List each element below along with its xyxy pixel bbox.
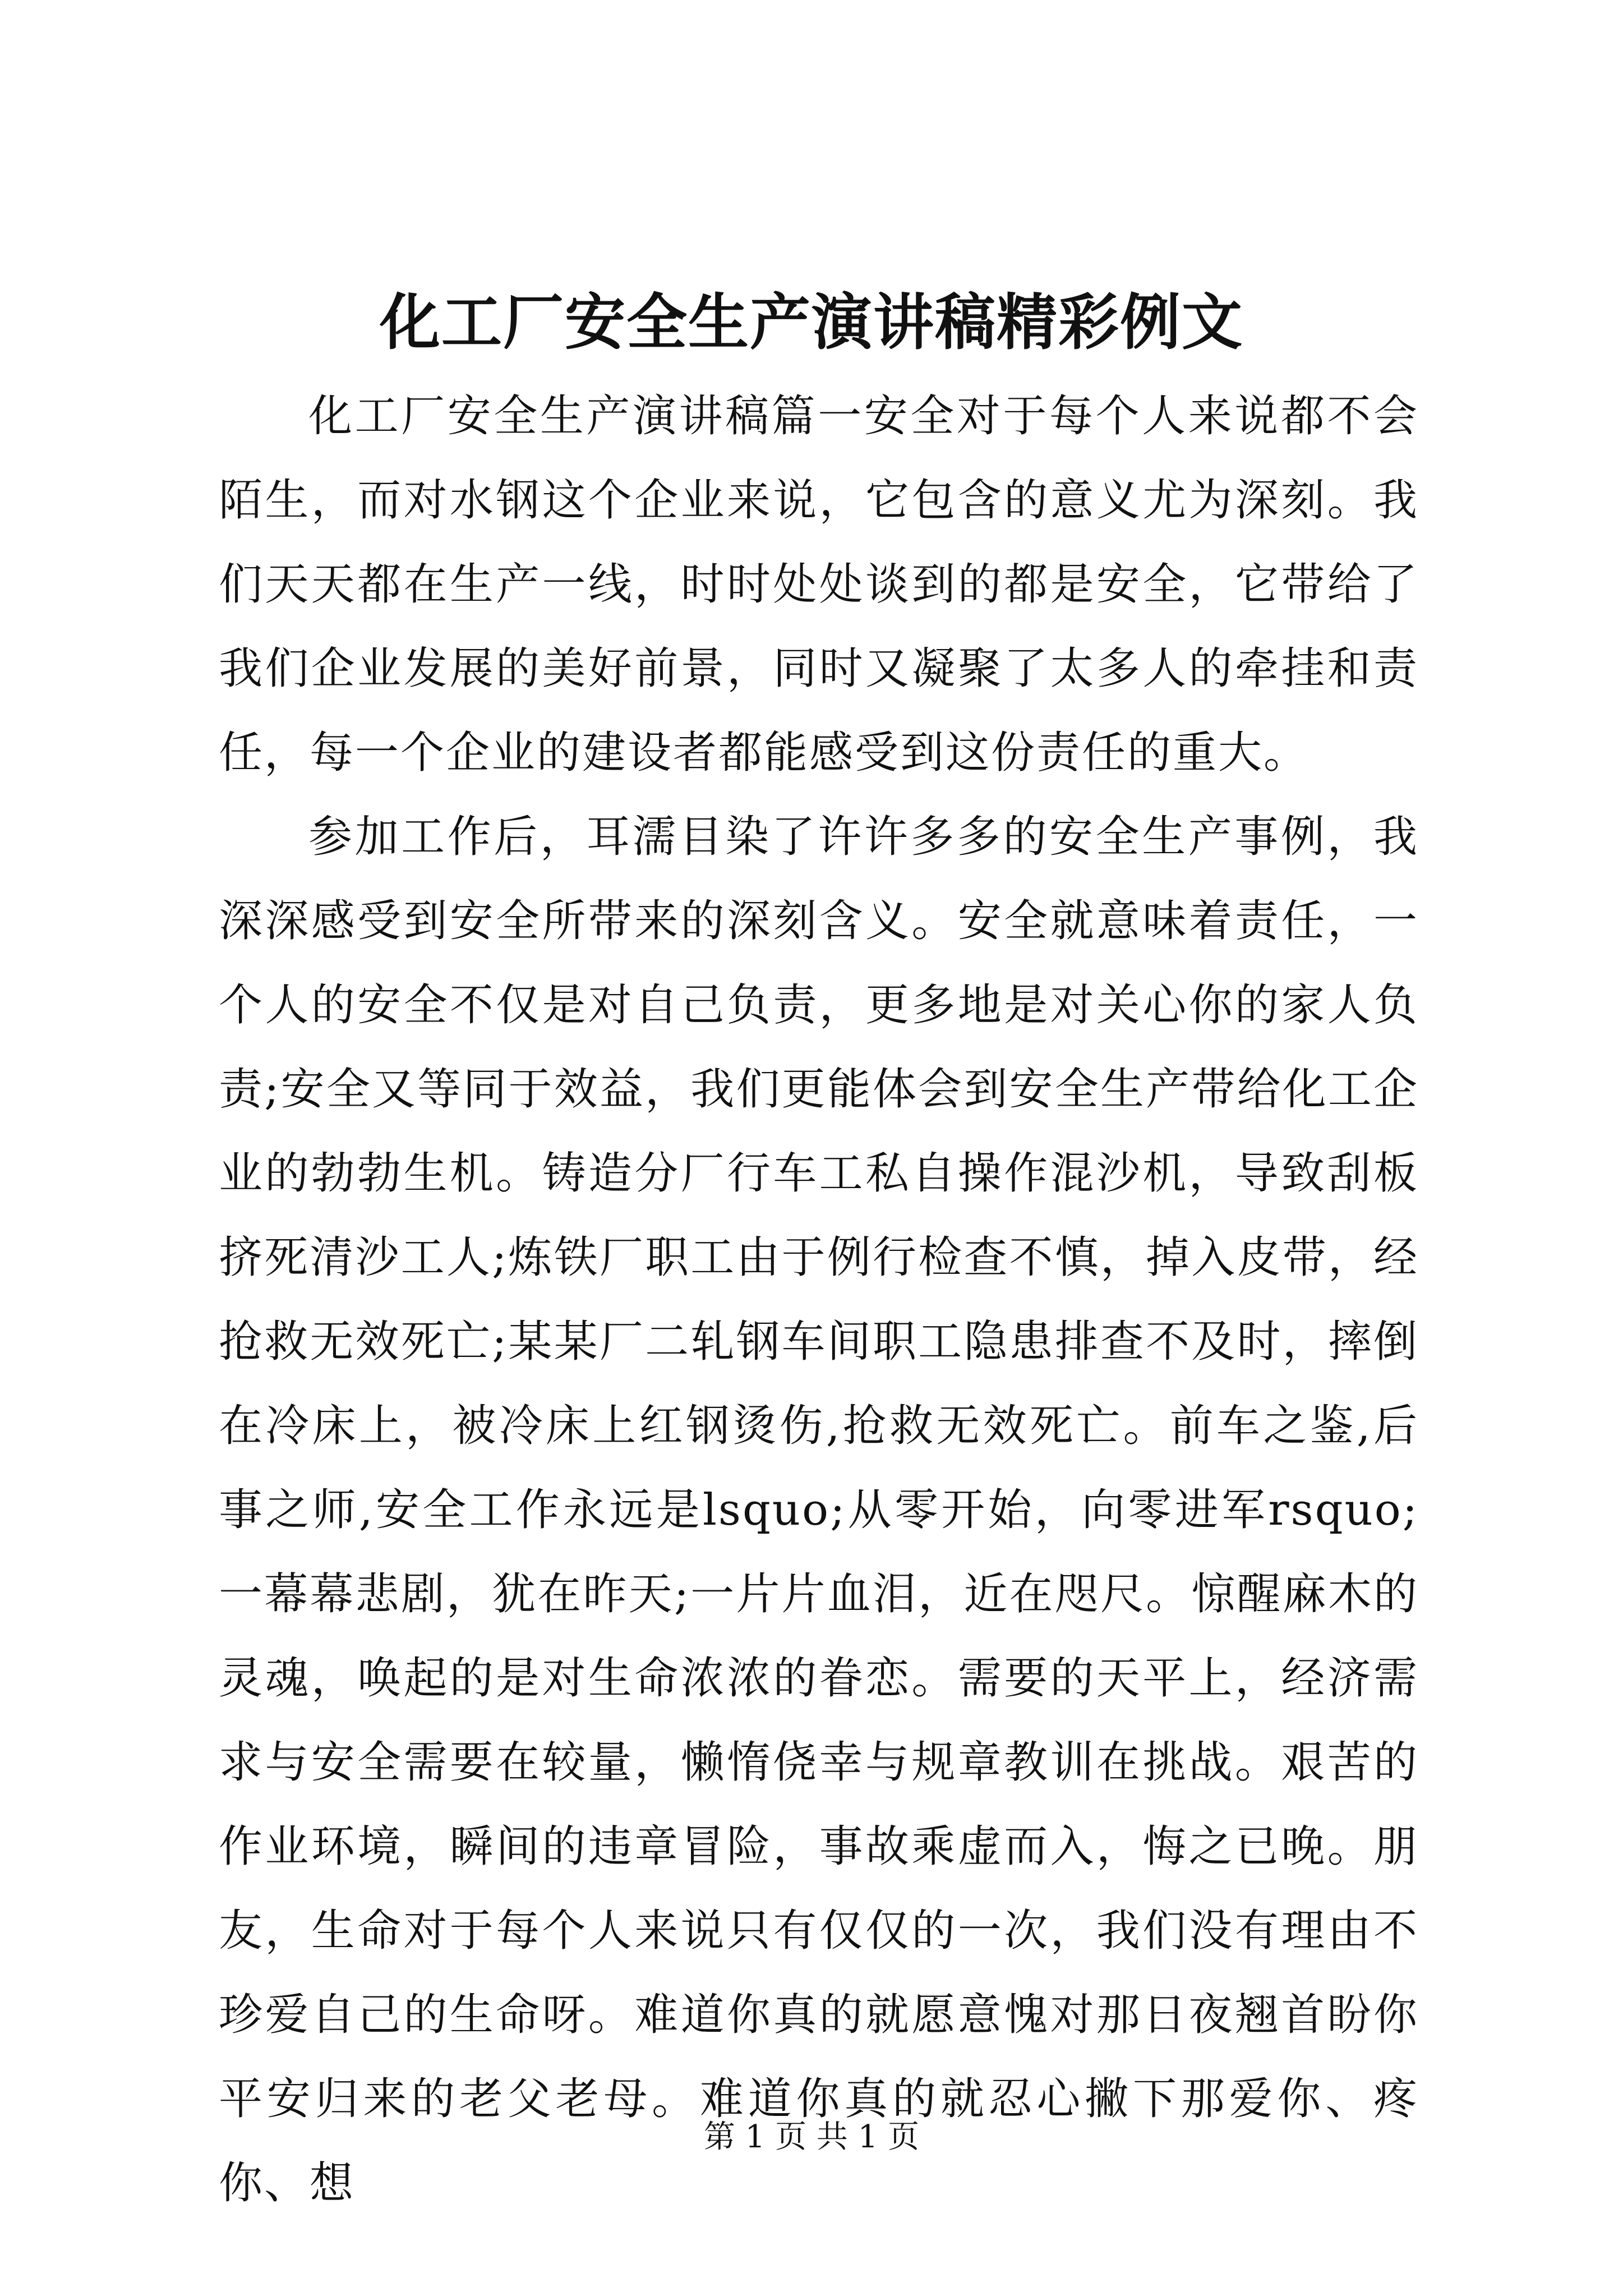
document-body	[219, 374, 1419, 2225]
document-title: 化工厂安全生产演讲稿精彩例文	[379, 287, 1243, 358]
page-footer: 第 1 页 共 1 页	[703, 2119, 920, 2155]
paragraph-2: 参加工作后，耳濡目染了许许多多的安全生产事例，我深深感受到安全所带来的深刻含义。安全就意味着责任，一个人的安全不仅是对自己负责，更多地是对关心你的家人负责;安全又等同于效益，我们更能体会到安全生产带给化工企业的勃勃生机。铸造分厂行车工私自操作混沙机，导致刮板挤死清沙工人;炼铁厂职工由于例行检查不慎，掉入皮带，经抢救无效死亡;某某厂二轧钢车间职工隐患排查不及时，摔倒在冷床上，被冷床上红钢烫伤,抢救无效死亡。前车之鉴,后事之师,安全工作永远是lsquo;从零开始，向零进军rsquo;一幕幕悲剧，犹在昨天;一片片血泪，近在咫尺。惊醒麻木的灵魂，唤起的是对生命浓浓的眷恋。需要的天平上，经济需求与安全需要在较量，懒惰侥幸与规章教训在挑战。艰苦的作业环境，瞬间的违章冒险，事故乘虚而入，悔之已晚。朋友，生命对于每个人来说只有仅仅的一次，我们没有理由不珍爱自己的生命呀。难道你真的就愿意愧对那日夜翘首盼你平安归来的老父老母。难道你真的就忍心撇下那爱你、疼你、想	[219, 812, 1419, 2208]
paragraph-1: 化工厂安全生产演讲稿篇一安全对于每个人来说都不会陌生，而对水钢这个企业来说，它包含的意义尤为深刻。我们天天都在生产一线，时时处处谈到的都是安全，它带给了我们企业发展的美好前景，同时又凝聚了太多人的牵挂和责任，每一个企业的建设者都能感受到这份责任的重大。	[219, 391, 1419, 778]
